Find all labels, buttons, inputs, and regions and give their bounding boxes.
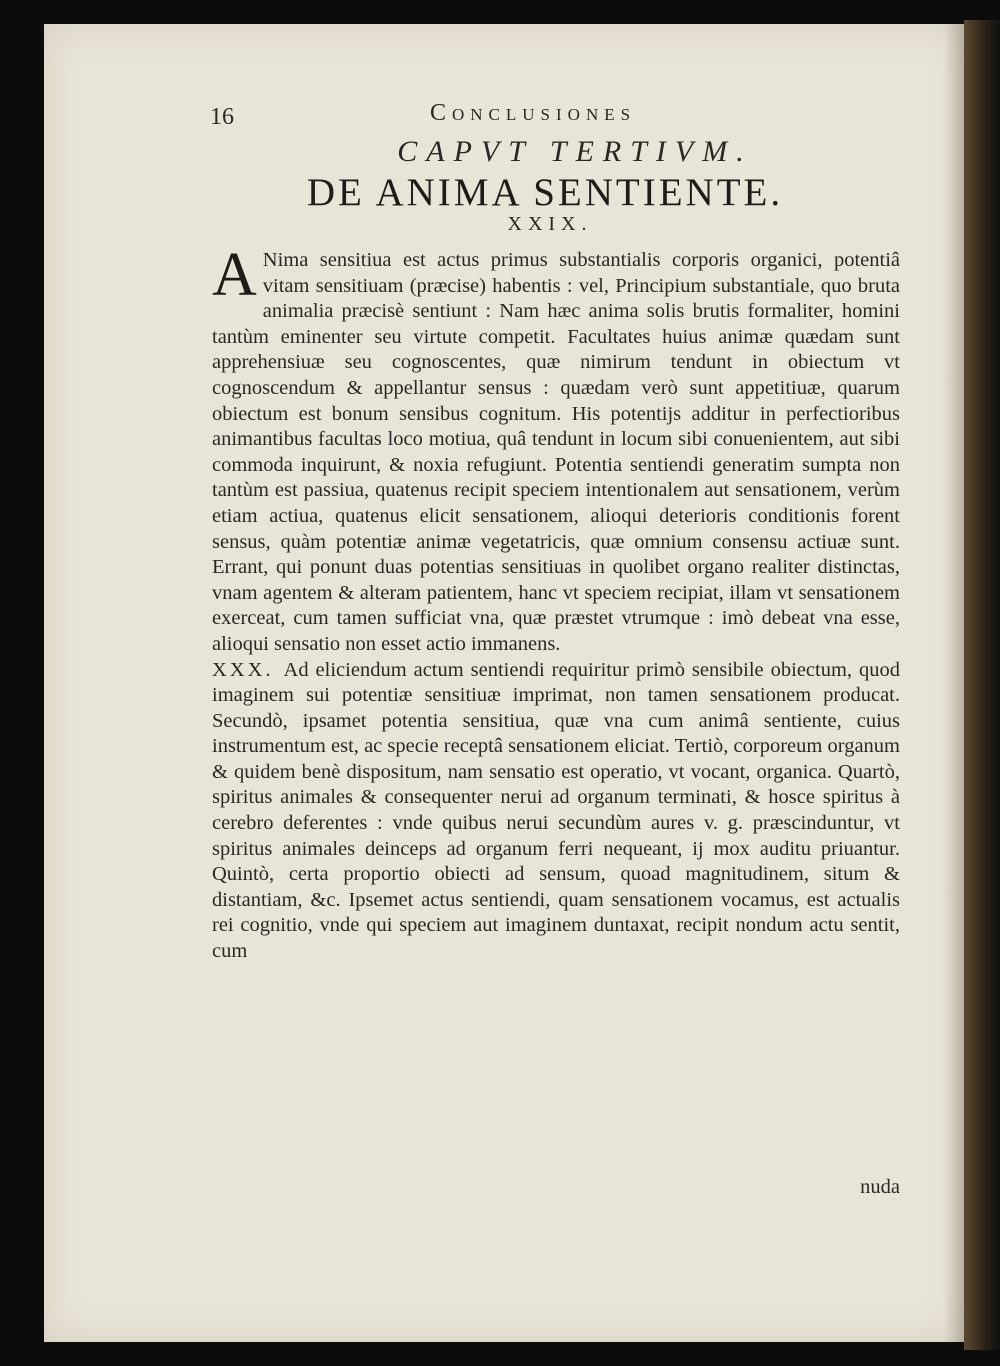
page-number: 16 bbox=[210, 104, 234, 130]
paragraph-1 bbox=[212, 241, 900, 658]
drop-cap: A bbox=[212, 241, 257, 309]
paragraph-2-text: Ad eliciendum actum sentiendi requiritur primò sensibile obiectum, quod imaginem sui potentiæ sensitiuæ imprimat, non tamen sensationem producat. Secundò, ipsamet potentia sensitiua, quæ vna cum animâ sentiente, cuius instrumentum est, ac specie receptâ sensationem eliciat. Tertiò, corporeum organum & quidem benè dispositum, nam sensatio est operatio, vt vocant, organica. Quartò, spiritus animales & consequenter nerui ad organum terminati, & hosce spiritus à cerebro deferentes : vnde quibus nerui secundùm aures v. g. præscinduntur, vt spiritus animales deinceps ad organum ferri nequeant, ij mox auditu priuantur. Quintò, certa proportio obiecti ad sensum, quoad magnitudinem, situm & distantiam, &c. Ipsemet actus sentiendi, quam sensationem vocamus, est actualis rei cognitio, vnde qui speciem aut imaginem duntaxat, recipit nondum actu sentit, cum bbox=[212, 658, 900, 963]
running-head bbox=[0, 100, 1000, 134]
conclusion-number: XXIX. bbox=[507, 213, 593, 235]
running-title: Conclusiones bbox=[430, 100, 637, 126]
section-number: XXX. bbox=[212, 658, 274, 681]
paragraph-1-text: Nima sensitiua est actus primus substantialis corporis organici, potentiâ vitam sensitiuam (præcise) habentis : vel, Principium substantiale, quo bruta animalia præcisè sentiunt : Nam hæc anima solis brutis formaliter, homini tantùm eminenter seu virtute competit. Facultates huius animæ quædam sunt apprehensiuæ seu cognoscentes, quæ nimirum tendunt in obiectum vt cognoscendum & appellantur sensus : quædam verò sunt appetitiuæ, quarum obiectum est bonum sensibus cognitum. His potentijs additur in perfectioribus animantibus facultas loco motiua, quâ tendunt in locum sibi conuenientem, aut sibi commoda inquirunt, & noxia refugiunt. Potentia sentiendi generatim sumpta non tantùm est passiua, quatenus recipit speciem intentionalem aut sensationem, verùm etiam actiua, quatenus elicit sensationem, alioqui deterioris conditionis forent sensus, quàm potentiæ animæ vegetatricis, quæ omnium consensu actiuæ sunt. Errant, qui ponunt duas potentias sensitiuas in quolibet organo realiter distinctas, vnam agentem & alteram patientem, hanc vt speciem recipiat, illam vt sensationem exerceat, cum tamen sufficiat vna, quæ præstet vtrumque : imò debeat vna esse, alioqui sensatio non esset actio immanens. bbox=[212, 249, 900, 655]
section-title: DE ANIMA SENTIENTE. bbox=[306, 171, 784, 214]
body-text bbox=[212, 241, 900, 965]
catchword: nuda bbox=[860, 1176, 900, 1198]
paragraph-2 bbox=[212, 658, 900, 965]
chapter-title: CAPVT TERTIVM. bbox=[397, 135, 753, 168]
